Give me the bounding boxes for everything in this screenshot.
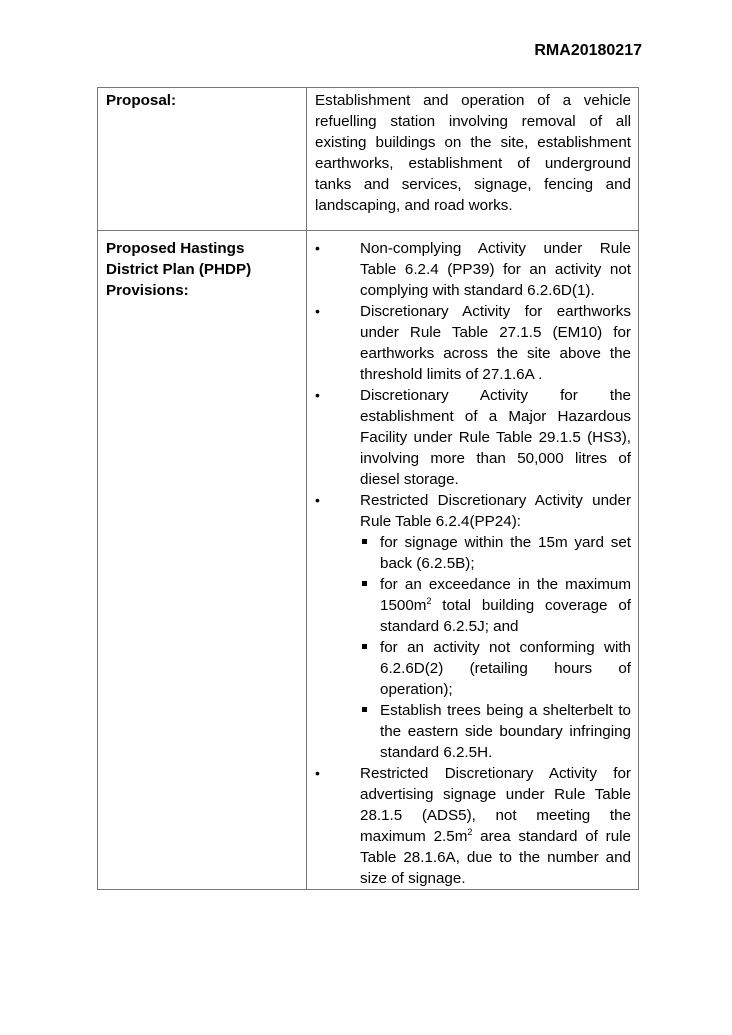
- provision-text: Discretionary Activity for the establishment of a Major Hazardous Facility under Rule Table 29.1.5 (HS3), involving more than 50,000 litres of diesel storage.: [360, 387, 631, 488]
- provision-text: Discretionary Activity for earthworks under Rule Table 27.1.5 (EM10) for earthworks across the site above the threshold limits of 27.1.6A .: [360, 303, 631, 383]
- provision-item: [315, 490, 631, 763]
- provisions-row: [98, 231, 639, 890]
- provision-text: Non-complying Activity under Rule Table 6.2.4 (PP39) for an activity not complying with standard 6.2.6D(1).: [360, 240, 631, 299]
- provision-text: area standard of rule Table 28.1.6A, due to the number and size of signage.: [360, 828, 631, 887]
- provision-subitem-text: total building coverage of standard 6.2.5J; and: [380, 597, 631, 635]
- provision-item: [315, 238, 631, 301]
- provisions-list: [315, 238, 631, 889]
- provisions-label: Proposed Hastings District Plan (PHDP) Provisions:: [98, 231, 307, 890]
- superscript: 2: [426, 595, 432, 606]
- provision-subitem: [360, 700, 631, 763]
- provisions-list-cell: [307, 231, 639, 890]
- superscript: 2: [467, 826, 473, 837]
- provision-item: [315, 763, 631, 889]
- provision-item: [315, 301, 631, 385]
- provision-subitem: [360, 532, 631, 574]
- provision-subitem-text: for signage within the 15m yard set back (6.2.5B);: [380, 534, 631, 572]
- provision-text: Restricted Discretionary Activity for advertising signage under Rule Table 28.1.5 (ADS5), not meeting the maximum 2.5m: [360, 765, 631, 845]
- provision-subitem: [360, 637, 631, 700]
- provision-subitem-text: for an activity not conforming with 6.2.6D(2) (retailing hours of operation);: [380, 639, 631, 698]
- provision-subitem-text: Establish trees being a shelterbelt to the eastern side boundary infringing standard 6.2.5H.: [380, 702, 631, 761]
- proposal-label: Proposal:: [98, 88, 307, 231]
- provision-sublist: [360, 532, 631, 763]
- proposal-text: Establishment and operation of a vehicle refuelling station involving removal of all existing buildings on the site, establishment earthworks, establishment of underground tanks and services, signage, fencing and landscaping, and road works.: [307, 88, 639, 231]
- provision-subitem-text: for an exceedance in the maximum 1500m: [380, 576, 631, 614]
- provision-text: Restricted Discretionary Activity under Rule Table 6.2.4(PP24):: [360, 492, 631, 530]
- document-reference: RMA20180217: [534, 42, 642, 59]
- provision-subitem: [360, 574, 631, 637]
- proposal-row: [98, 88, 639, 231]
- provision-item: [315, 385, 631, 490]
- resource-consent-table: [97, 87, 639, 890]
